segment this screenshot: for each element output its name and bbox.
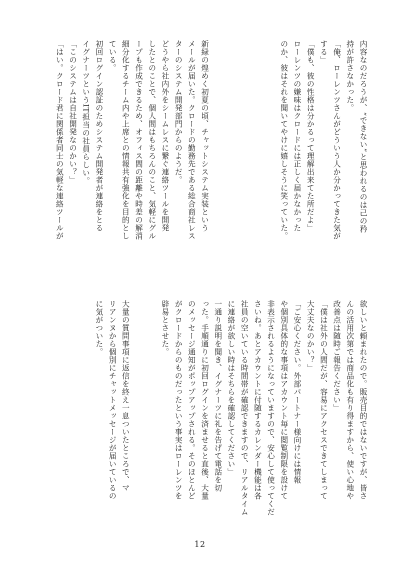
text-line: や個別具体的な事項はアカウント毎に閲覧制限を設けて [279, 300, 289, 500]
text-line: 「はい。クロード君に関係者同士の気軽な連絡ツールが [55, 40, 65, 240]
text-line: リアンヌから個別にチャットメッセージが届いているの [108, 300, 118, 500]
text-line: 一通り説明を聞き、イグナーツに礼を告げて電話を切 [213, 300, 223, 492]
text-line [238, 40, 251, 280]
text-line: 大丈夫なのかい？」 [306, 300, 316, 372]
text-line: 初回ログイン認証のためシステム開発者が連絡をとる [94, 40, 104, 232]
text-line [212, 40, 225, 280]
text-line: 「僕も、彼の性格は分かるって理解出来てた所だよ」 [306, 40, 316, 232]
text-line: どうやら社内外をシームレスに繋ぐ連絡ツールを開発 [160, 40, 170, 232]
text-line: 非表示されるようになっていますので、安心して使ってくだ [266, 300, 276, 516]
text-line [132, 300, 145, 540]
text-line: 欲しいと頼まれたので。販売目的ではないですが、皆さ [359, 300, 368, 500]
text-line: ターのシステム開発部門からのようだ。 [174, 40, 184, 184]
text-line: んの活用次第では商品化も有り得ますから、使い心地や [345, 300, 355, 500]
text-line: ている。 [108, 40, 118, 72]
text-line: 大量の質問事項に返信を終え一息ついたところで、マ [121, 300, 131, 492]
text-line: がクロードからのものだったという事実はローレンツを [174, 300, 184, 500]
text-line: に連絡が欲しい時はそちらを確認してください」 [226, 300, 236, 476]
text-line: 「僕は社外の人間だが、容易にアクセスできてしまって [319, 300, 329, 500]
text-line: 内容なのだろうが、“できない”と思われるのは己の矜 [359, 40, 368, 233]
text-line: さいね。あとアカウントに付随するカレンダー機能は各 [253, 300, 263, 500]
text-block-upper [38, 40, 370, 280]
page-number: 12 [194, 540, 206, 549]
text-line: ローレンツの嫌味はクロードには正しく届かなかった [292, 40, 302, 232]
text-line: イグナーツというIT担当の社員らしい。 [81, 40, 91, 185]
text-line: のメッセージ通知がポップアップされる。そのほとんど [187, 300, 197, 500]
text-line: したとのことで、個人間はもちろんのこと、気軽にグル [147, 40, 157, 240]
text-line: に気がついた。 [94, 300, 104, 356]
text-line: メールが届いた。クロードの勤務先である総合商社レス [187, 40, 197, 240]
text-line [225, 40, 238, 280]
text-line: のか、彼はそれを聞いてやけに嬉しそうに笑っていた。 [279, 40, 289, 240]
text-line [251, 40, 264, 280]
text-line: 新緑の煌めく初夏の頃、チャットシステム実装という [200, 40, 210, 232]
text-line: 持が許さなかった。 [345, 40, 355, 112]
text-line [264, 40, 277, 280]
text-line: する」 [319, 40, 329, 64]
text-line: 「このシステムは自社開発なのかい？」 [68, 40, 78, 184]
text-line: ープも作成できるため、オフィス間の距離や時差の解消 [134, 40, 144, 240]
text-line: 改善点は随時ご報告ください」 [332, 300, 342, 412]
text-line: 社員の空いている時間帯が確認できますので、リアルタイム [240, 300, 250, 516]
text-line: 「ご安心ください。外部パートナー様向けには情報 [292, 300, 302, 484]
text-line: 「俺、ローレンツさんがどういう人か分かってきた気が [332, 40, 342, 240]
text-line [146, 300, 159, 540]
text-line: った。手順通りに初回ログインを済ませると直後、大量 [200, 300, 210, 500]
text-line: 細分化するチーム内や上席との情報共有強化を目的とし [121, 40, 131, 240]
text-line: 辟易とさせた。 [160, 300, 170, 356]
text-block-lower [38, 300, 370, 540]
